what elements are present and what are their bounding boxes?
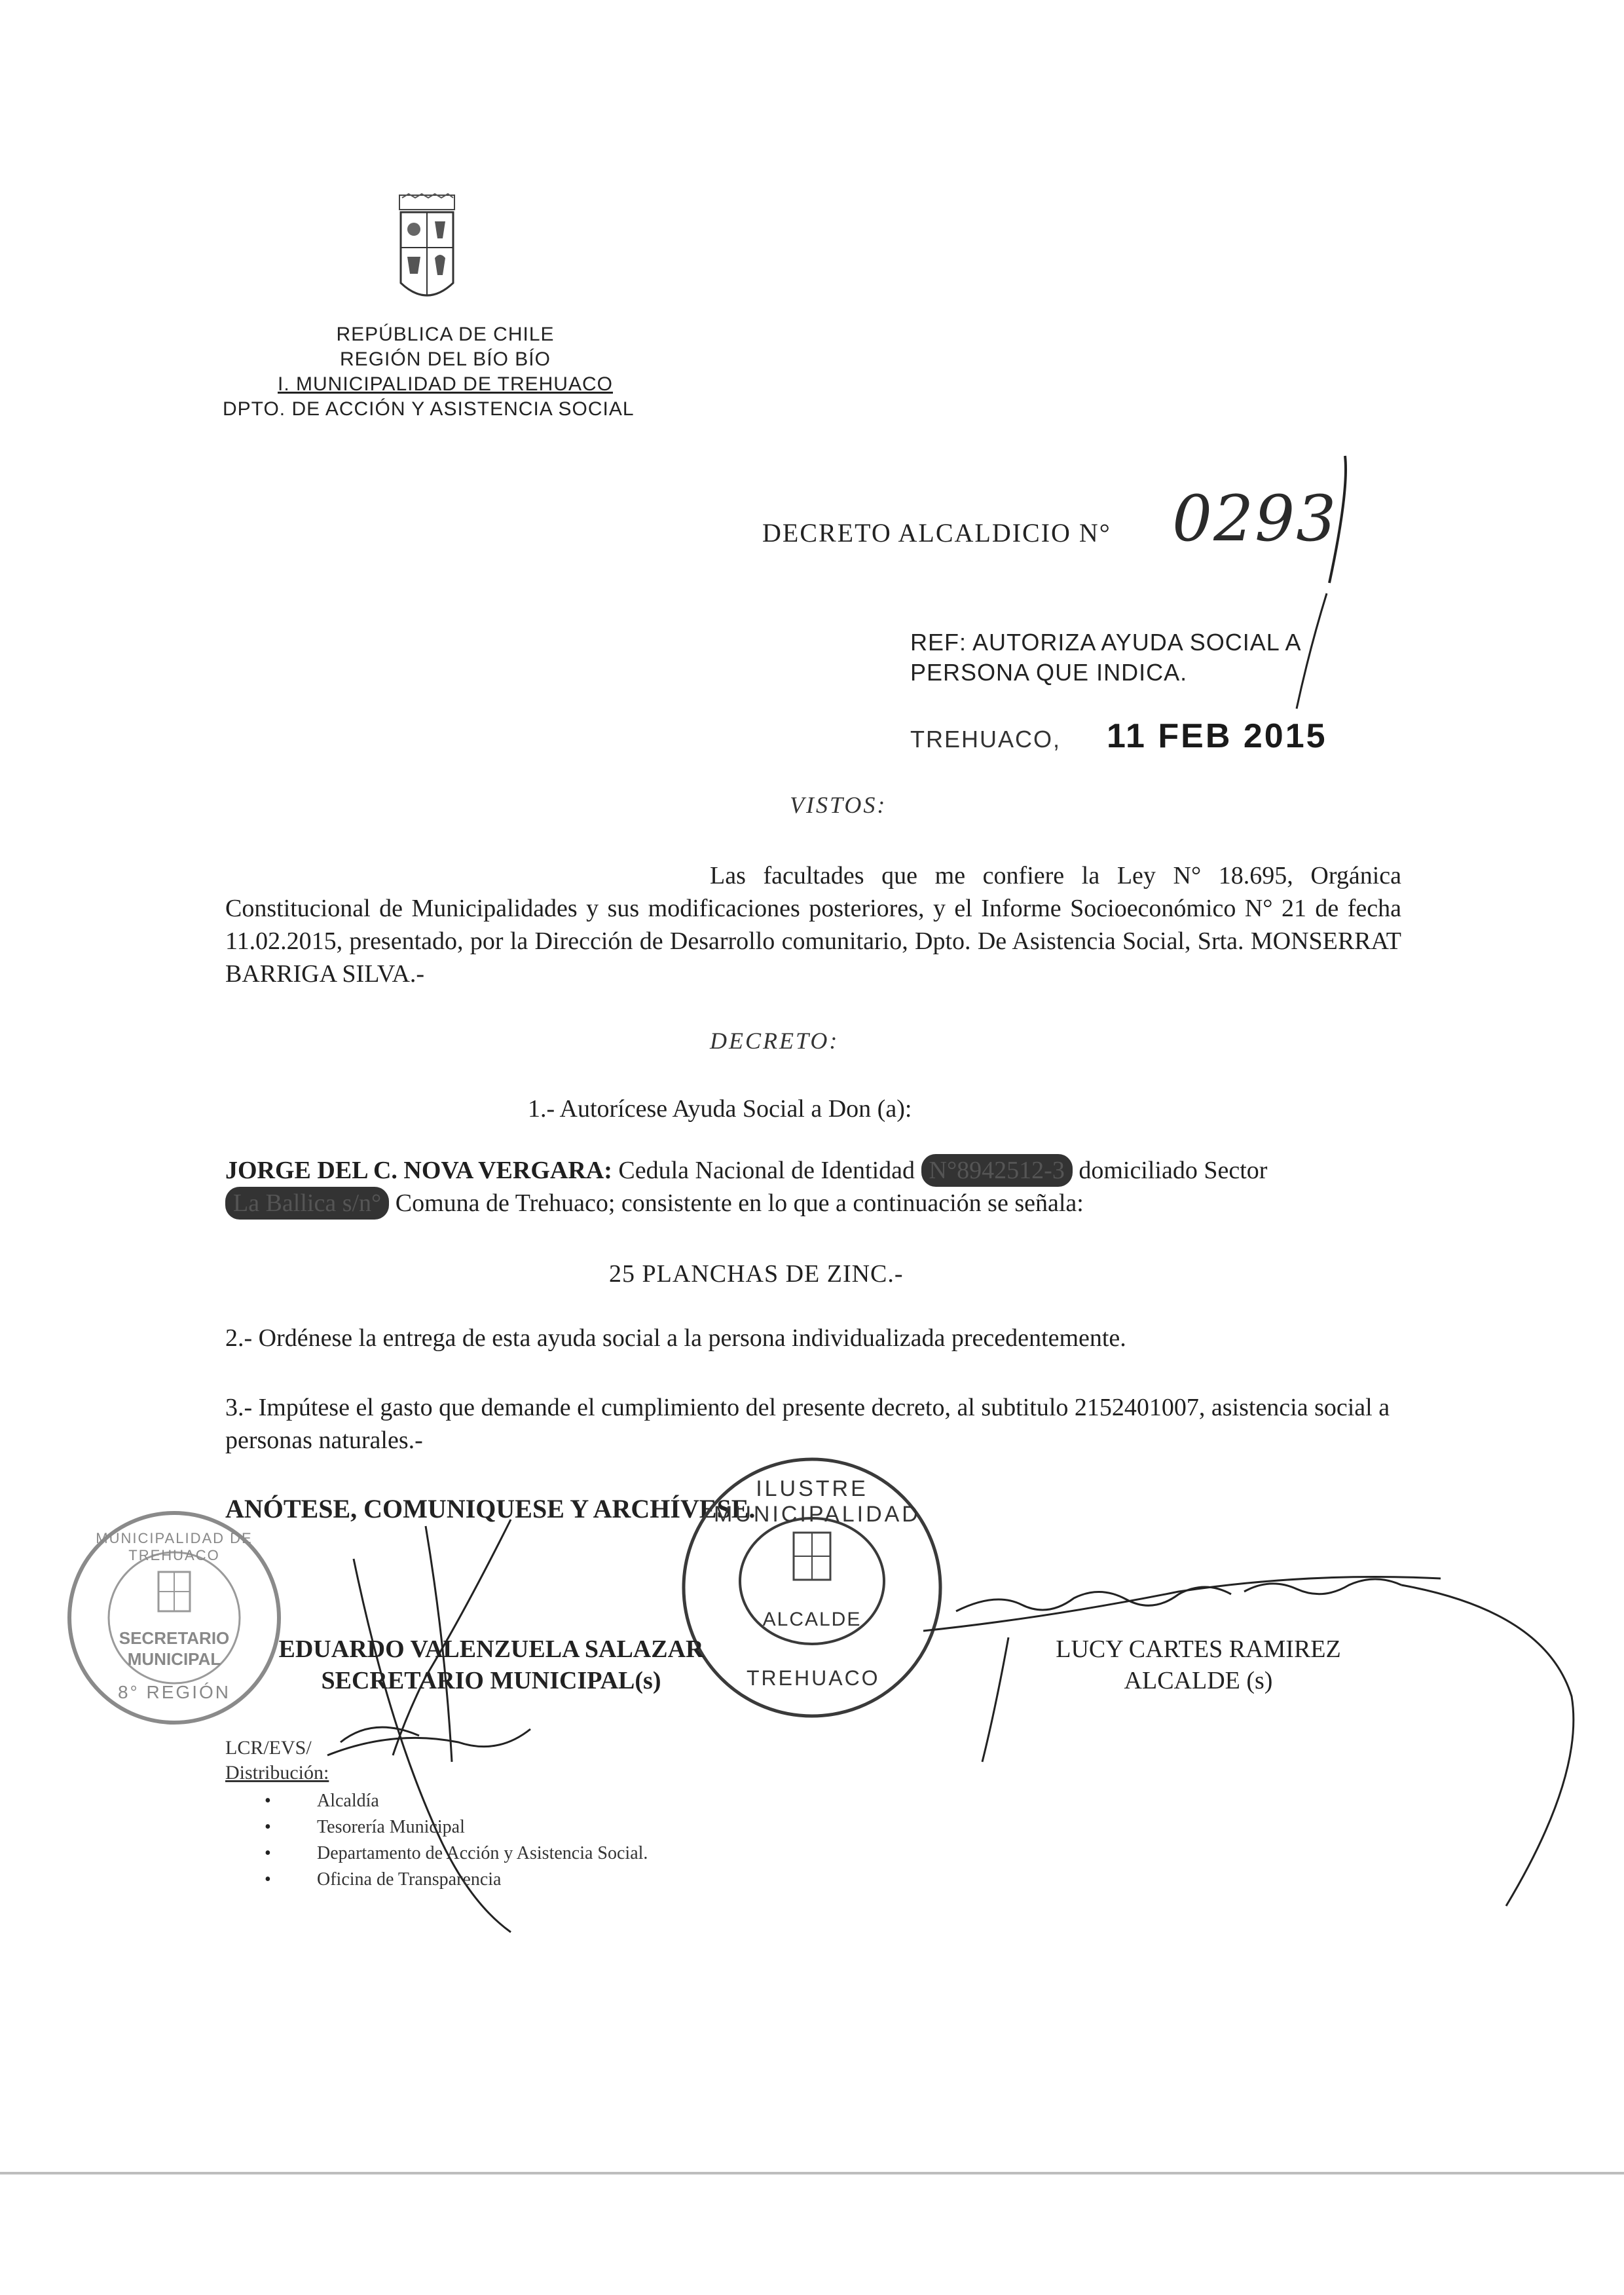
header-municipality: I. MUNICIPALIDAD DE TREHUACO [278,373,613,395]
stamp-left-bottom: 8° REGIÓN [117,1682,231,1702]
stamp-left-top: MUNICIPALIDAD DE TREHUACO [96,1530,253,1563]
distribution-item: • Alcaldía [225,1788,648,1814]
place-label: TREHUACO, [910,726,1061,753]
institution-header [216,322,674,397]
decreto-item-1: 1.- Autorícese Ayuda Social a Don (a): [528,1095,912,1123]
date-stamp: 11 FEB 2015 [1107,717,1327,755]
beneficiary-paragraph [225,1154,1404,1220]
mayor-block [969,1633,1428,1696]
mayor-title: ALCALDE (s) [1124,1667,1273,1694]
secretary-name: EDUARDO VALENZUELA SALAZAR [278,1635,704,1663]
beneficiary-text-1: Cedula Nacional de Identidad [612,1157,921,1184]
header-republic: REPÚBLICA DE CHILE [336,324,555,345]
distribution-list [225,1788,648,1893]
mayor-name: LUCY CARTES RAMIREZ [1056,1635,1341,1663]
distribution-item: • Tesorería Municipal [225,1814,648,1840]
stamp-left-center-1: SECRETARIO [119,1628,230,1648]
vistos-paragraph: Las facultades que me confiere la Ley N° 18.695, Orgánica Constitucional de Municipalidades y sus modificaciones posteriores, y el Informe Socioeconómico N° 21 de fecha 11.02.2015, presentado, por la Dirección de Desarrollo comunitario, Dpto. De Asistencia Social, Srta. MONSERRAT BARRIGA SILVA.- [225,862,1401,988]
page-bottom-rule [0,2172,1624,2174]
vistos-heading: VISTOS: [790,792,887,818]
decree-number-handwritten: 0293 [1172,482,1338,555]
stamp-right-top: ILUSTRE MUNICIPALIDAD [714,1476,921,1527]
ref-line-1: REF: AUTORIZA AYUDA SOCIAL A [910,629,1302,656]
secretary-title: SECRETARIO MUNICIPAL(s) [321,1667,661,1694]
distribution-item: • Departamento de Acción y Asistencia Social. [225,1840,648,1867]
closing-formula: ANÓTESE, COMUNIQUESE Y ARCHÍVESE. [225,1494,756,1523]
stamp-right-bottom: TREHUACO [747,1666,880,1690]
decreto-item-2: 2.- Ordénese la entrega de esta ayuda social a la persona individualizada precedentemente. [225,1324,1126,1352]
stamp-left-center-2: MUNICIPAL [127,1649,221,1669]
redacted-id: N°8942512-3 [921,1154,1073,1187]
beneficiary-text-2: domiciliado Sector [1072,1157,1268,1184]
stamp-right-center: ALCALDE [762,1609,862,1630]
coat-of-arms-emblem [396,191,458,309]
ref-subject [910,627,1302,688]
mayor-signature [917,1565,1598,1919]
beneficiary-text-3: Comuna de Trehuaco; consistente en lo que a continuación se señala: [389,1189,1084,1217]
decree-title: DECRETO ALCALDICIO N° [762,518,1111,548]
initials: LCR/EVS/ [225,1737,312,1759]
header-department: DPTO. DE ACCIÓN Y ASISTENCIA SOCIAL [223,398,635,420]
distribution-item: • Oficina de Transparencia [225,1867,648,1893]
goods-item: 25 PLANCHAS DE ZINC.- [609,1260,904,1288]
decreto-item-3: 3.- Impútese el gasto que demande el cumplimiento del presente decreto, al subtitulo 2152401007, asistencia social a personas naturales.- [225,1394,1390,1454]
secretary-block [223,1633,760,1696]
beneficiary-name: JORGE DEL C. NOVA VERGARA: [225,1157,612,1184]
redacted-address: La Ballica s/n° [225,1187,389,1220]
header-region: REGIÓN DEL BÍO BÍO [340,348,551,370]
ref-line-2: PERSONA QUE INDICA. [910,659,1188,686]
distribution-heading: Distribución: [225,1762,329,1783]
decreto-heading: DECRETO: [710,1028,840,1054]
